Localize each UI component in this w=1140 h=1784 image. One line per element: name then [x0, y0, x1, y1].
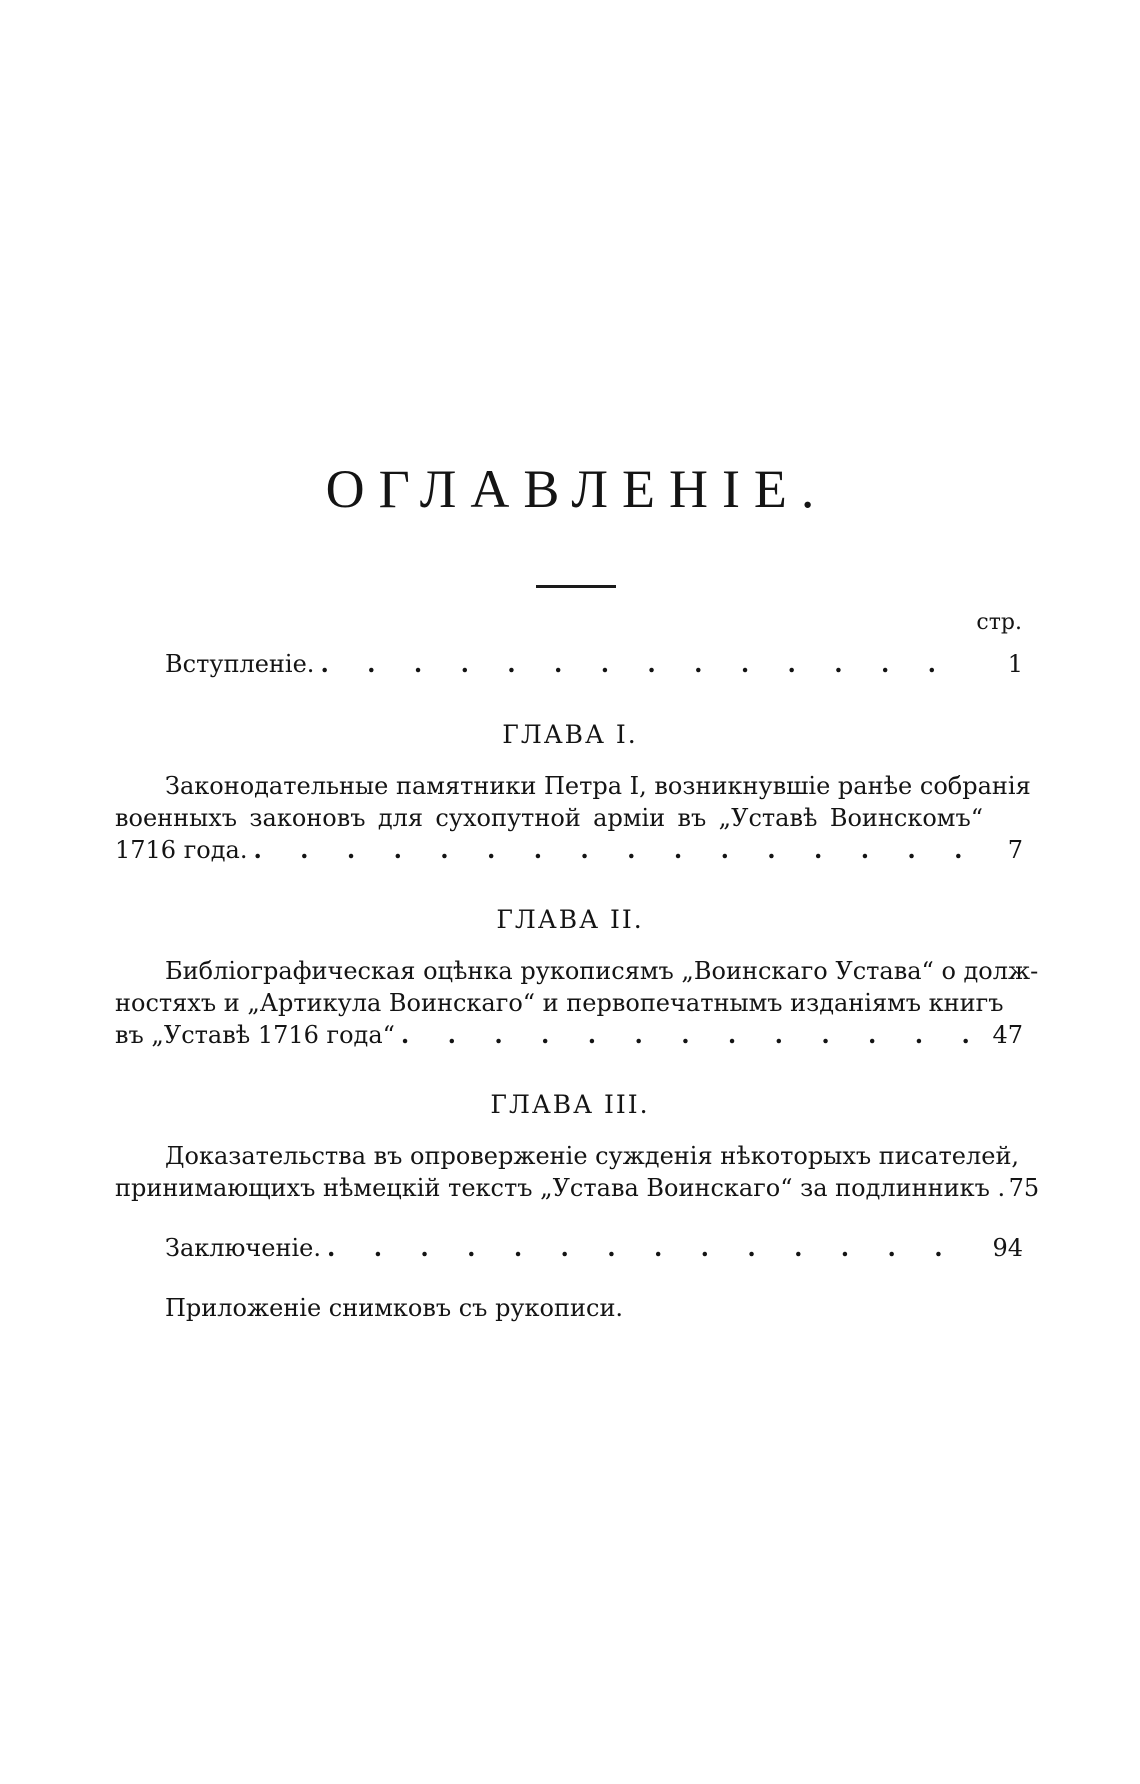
- toc-page-number: 7: [1007, 836, 1023, 864]
- chapter-heading-3: ГЛАВА III.: [490, 1090, 650, 1119]
- toc-entry-chapter-2[interactable]: [115, 1019, 1023, 1051]
- toc-entry-chapter-3[interactable]: [115, 1172, 1040, 1204]
- toc-entry-text: Вступленіе.: [165, 650, 315, 678]
- toc-page-number: 47: [992, 1021, 1023, 1049]
- page-column-label: стр.: [976, 610, 1022, 635]
- dot-leader: [401, 1019, 975, 1051]
- toc-entry-text: въ „Уставѣ 1716 года“: [115, 1021, 395, 1049]
- toc-entry-appendix[interactable]: Приложеніе снимковъ съ рукописи.: [165, 1294, 624, 1322]
- toc-entry-text: Заключеніе.: [165, 1234, 321, 1262]
- chapter-heading-2: ГЛАВА II.: [496, 905, 644, 934]
- toc-entry-text-line: ностяхъ и „Артикула Воинскаго“ и первопечатнымъ изданіямъ книгъ: [115, 989, 1004, 1017]
- toc-entry-text-line: Доказательства въ опроверженіе сужденія нѣкоторыхъ писателей,: [165, 1142, 1020, 1170]
- dot-leader: [320, 648, 975, 680]
- toc-entry-chapter-1[interactable]: [115, 834, 1023, 866]
- toc-entry-text-line: военныхъ законовъ для сухопутной арміи въ „Уставѣ Воинскомъ“: [115, 804, 983, 832]
- toc-entry-intro[interactable]: [165, 648, 1023, 680]
- toc-entry-text: принимающихъ нѣмецкій текстъ „Устава Воинскаго“ за подлинникъ .: [115, 1174, 1006, 1202]
- chapter-heading-1: ГЛАВА I.: [502, 720, 638, 749]
- toc-page-number: 75: [1008, 1174, 1040, 1202]
- page-title: ОГЛАВЛЕНІЕ.: [325, 459, 829, 519]
- toc-entry-text: 1716 года.: [115, 836, 248, 864]
- title-divider: [536, 585, 616, 588]
- toc-entry-conclusion[interactable]: [165, 1232, 1023, 1264]
- dot-leader: [253, 834, 975, 866]
- toc-entry-text-line: Законодательные памятники Петра I, возникнувшіе ранѣе собранія: [165, 772, 1031, 800]
- toc-page-number: 1: [1007, 650, 1023, 678]
- toc-page-number: 94: [992, 1234, 1023, 1262]
- toc-entry-text-line: Библіографическая оцѣнка рукописямъ „Воинскаго Устава“ о долж-: [165, 957, 1039, 985]
- dot-leader: [327, 1232, 975, 1264]
